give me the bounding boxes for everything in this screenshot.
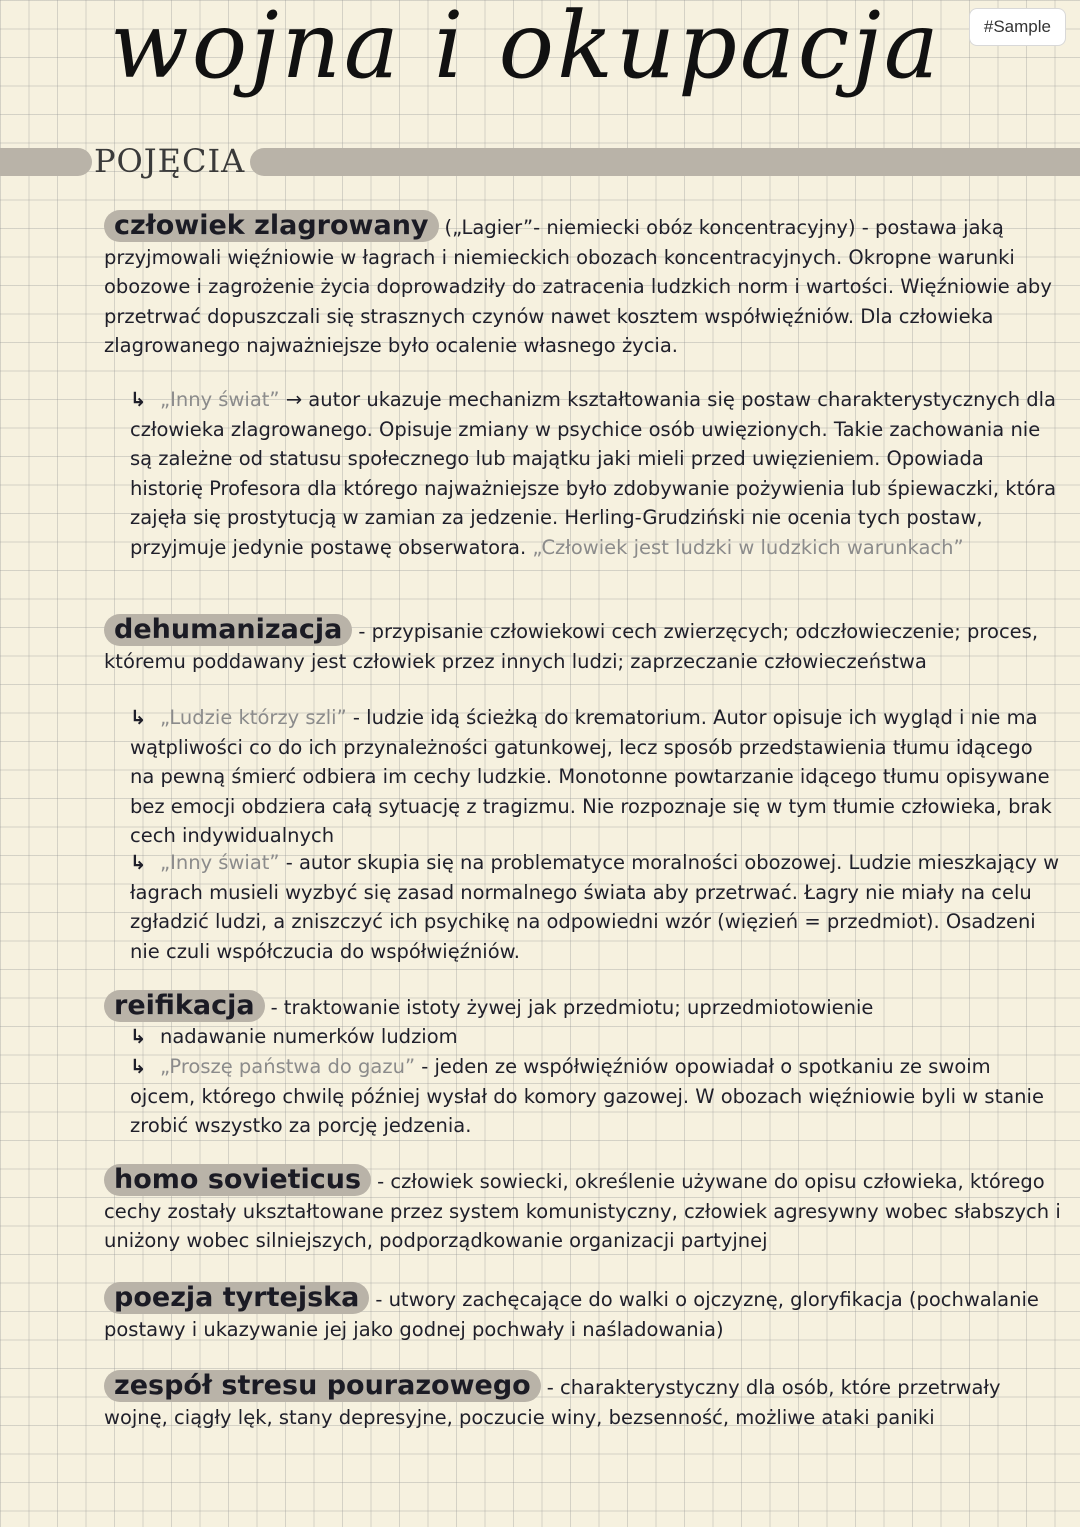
note-source: „Ludzie którzy szli”	[160, 706, 347, 729]
note-text: nadawanie numerków ludziom	[160, 1025, 458, 1048]
note-numerki	[130, 1022, 1060, 1052]
term-label: homo sovieticus	[104, 1164, 371, 1196]
term-dehumanizacja	[104, 614, 1064, 676]
term-definition: - charakterystyczny dla osób, które przetrwały wojnę, ciągły lęk, stany depresyjne, poczucie winy, bezsenność, możliwe ataki paniki	[104, 1376, 1001, 1429]
section-title: POJĘCIA	[94, 142, 246, 180]
section-bar-right	[250, 148, 1080, 176]
term-poezja-tyrtejska	[104, 1282, 1064, 1344]
term-definition: - utwory zachęcające do walki o ojczyznę, gloryfikacja (pochwalanie postawy i ukazywanie jej jako godnej pochwały i naśladowania)	[104, 1288, 1039, 1341]
note-ludzie-ktorzy-szli	[130, 703, 1060, 851]
term-definition: - traktowanie istoty żywej jak przedmiotu; uprzedmiotowienie	[270, 996, 874, 1019]
arrow-icon: ↳	[130, 851, 147, 874]
arrow-icon: ↳	[130, 1055, 147, 1078]
term-label: człowiek zlagrowany	[104, 210, 439, 242]
term-label: reifikacja	[104, 990, 265, 1022]
term-label: zespół stresu pourazowego	[104, 1370, 541, 1402]
sample-badge: #Sample	[969, 8, 1066, 46]
note-source: „Proszę państwa do gazu”	[160, 1055, 416, 1078]
term-definition: („Lagier”- niemiecki obóz koncentracyjny) - postawa jaką przyjmowali więźniowie w łagrach i niemieckich obozach koncentracyjnych. Okropne warunki obozowe i zagrożenie życia doprowadziły do zatracenia ludzkich norm i wartości. Więźniowie aby przetrwać dopuszczali się strasznych czynów nawet kosztem współwięźniów. Dla człowieka zlagrowanego najważniejsze było ocalenie własnego życia.	[104, 216, 1052, 357]
term-label: poezja tyrtejska	[104, 1282, 369, 1314]
note-inny-swiat-1	[130, 385, 1060, 562]
term-homo-sovieticus	[104, 1164, 1064, 1256]
term-definition: - człowiek sowiecki, określenie używane do opisu człowieka, którego cechy zostały ukształtowane przez system komunistyczny, człowiek agresywny wobec słabszych i uniżony wobec silniejszych, podporządkowanie organizacji partyjnej	[104, 1170, 1061, 1252]
note-text: - autor skupia się na problematyce moralności obozowej. Ludzie mieszkający w łagrach musieli wyzbyć się zasad normalnego świata aby przetrwać. Łagry nie miały na celu zgładzić ludzi, a zniszczyć ich psychikę na odpowiedni wzór (więzień = przedmiot). Osadzeni nie czuli współczucia do współwięźniów.	[130, 851, 1060, 963]
term-zespol-stresu	[104, 1370, 1064, 1432]
term-czlowiek-zlagrowany	[104, 210, 1064, 361]
note-text: - ludzie idą ścieżką do krematorium. Autor opisuje ich wygląd i nie ma wątpliwości co do ich przynależności gatunkowej, lecz sposób przedstawienia tłumu idącego na pewną śmierć odbiera im cechy ludzkie. Monotonne powtarzanie idącego tłumu opisywane bez emocji obdziera całą sytuację z tragizmu. Nie rozpoznaje się w tym tłumie człowieka, brak cech indywidualnych	[130, 706, 1052, 847]
arrow-icon: ↳	[130, 388, 147, 411]
note-text: → autor ukazuje mechanizm kształtowania się postaw charakterystycznych dla człowieka zlagrowanego. Opisuje zmiany w psychice osób uwięzionych. Takie zachowania nie są zależne od statusu społecznego lub majątku jaki mieli przed uwięzieniem. Opowiada historię Profesora dla którego najważniejsze było zdobywanie pożywienia lub śpiewaczki, która zajęła się prostytucją w zamian za jedzenie. Herling-Grudziński nie ocenia tych postaw, przyjmuje jedynie postawę obserwatora.	[130, 388, 1057, 559]
term-label: dehumanizacja	[104, 614, 352, 646]
arrow-icon: ↳	[130, 1025, 147, 1048]
note-quote: „Człowiek jest ludzki w ludzkich warunkach”	[532, 535, 964, 559]
note-text: - jeden ze współwięźniów opowiadał o spotkaniu ze swoim ojcem, którego chwilę później wysłał do komory gazowej. W obozach więźniowie byli w stanie zrobić wszystko za porcję jedzenia.	[130, 1055, 1044, 1137]
note-source: „Inny świat”	[160, 851, 280, 874]
term-definition: - przypisanie człowiekowi cech zwierzęcych; odczłowieczenie; proces, któremu poddawany jest człowiek przez innych ludzi; zaprzeczanie człowieczeństwa	[104, 620, 1039, 673]
note-source: „Inny świat”	[160, 388, 280, 411]
note-inny-swiat-2	[130, 848, 1060, 966]
page-title: wojna i okupacja	[110, 0, 942, 99]
term-reifikacja	[104, 990, 1064, 1023]
arrow-icon: ↳	[130, 706, 147, 729]
note-prosze-panstwa	[130, 1052, 1060, 1141]
section-bar-left	[0, 148, 92, 176]
